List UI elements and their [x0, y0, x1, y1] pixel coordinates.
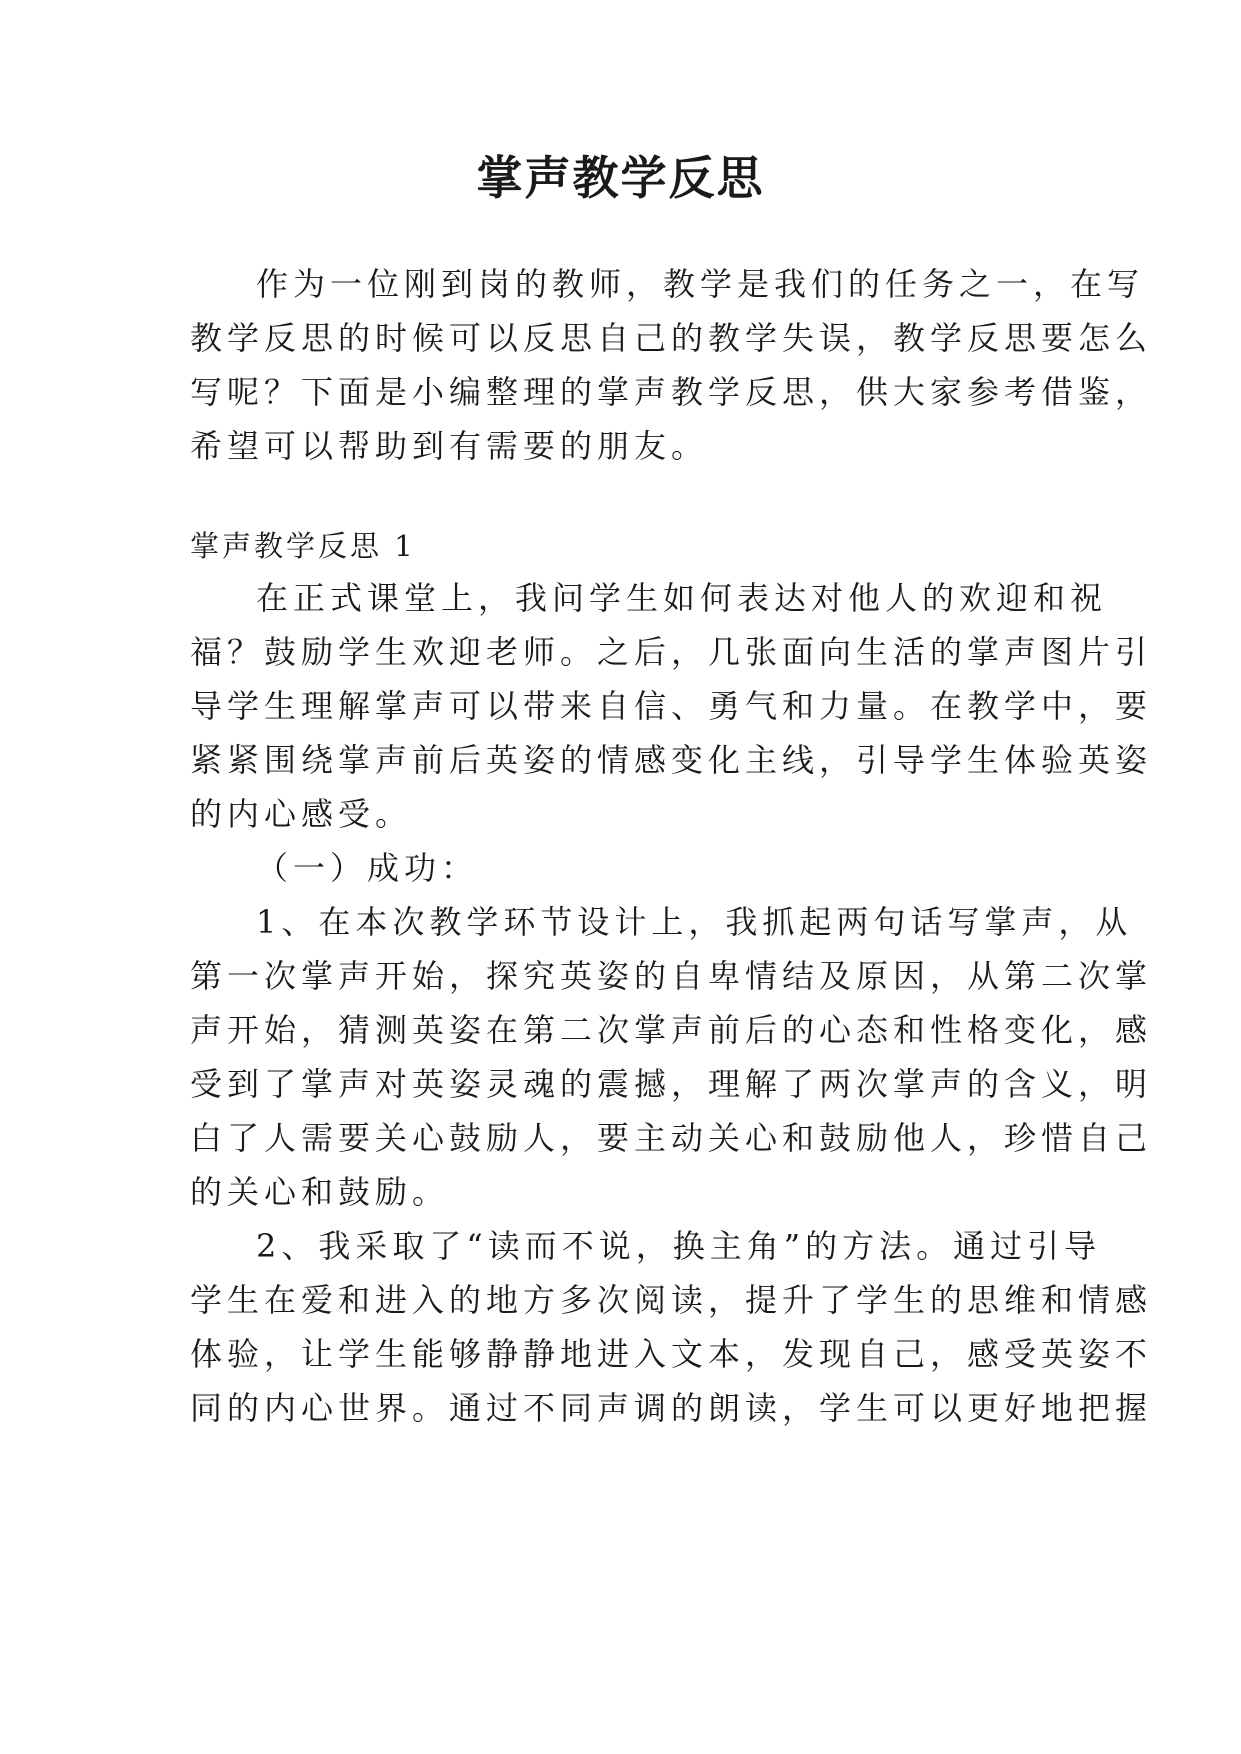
item-line: 第一次掌声开始，探究英姿的自卑情结及原因，从第二次掌 — [190, 957, 1153, 995]
item-line: 学生在爱和进入的地方多次阅读，提升了学生的思维和情感 — [190, 1281, 1153, 1319]
paragraph-line: 导学生理解掌声可以带来自信、勇气和力量。在教学中，要 — [190, 687, 1153, 725]
item-line: 受到了掌声对英姿灵魂的震撼，理解了两次掌声的含义，明 — [190, 1065, 1153, 1103]
item-line: 白了人需要关心鼓励人，要主动关心和鼓励他人，珍惜自己 — [190, 1119, 1153, 1157]
intro-line: 希望可以帮助到有需要的朋友。 — [190, 427, 709, 465]
intro-line: 写呢？下面是小编整理的掌声教学反思，供大家参考借鉴， — [190, 373, 1153, 411]
item-line: 体验，让学生能够静静地进入文本，发现自己，感受英姿不 — [190, 1335, 1153, 1373]
item-line: 1、在本次教学环节设计上，我抓起两句话写掌声，从 — [256, 903, 1133, 941]
paragraph-line: 的内心感受。 — [190, 795, 413, 833]
item-line: 2、我采取了“读而不说，换主角”的方法。通过引导 — [256, 1227, 1102, 1265]
section-heading: 掌声教学反思 1 — [190, 529, 416, 563]
intro-line: 作为一位刚到岗的教师，教学是我们的任务之一，在写 — [256, 265, 1145, 303]
item-line: 声开始，猜测英姿在第二次掌声前后的心态和性格变化，感 — [190, 1011, 1153, 1049]
subsection-heading: （一）成功： — [256, 849, 479, 887]
intro-line: 教学反思的时候可以反思自己的教学失误，教学反思要怎么 — [190, 319, 1153, 357]
paragraph-line: 紧紧围绕掌声前后英姿的情感变化主线，引导学生体验英姿 — [190, 741, 1153, 779]
paragraph-line: 在正式课堂上，我问学生如何表达对他人的欢迎和祝 — [256, 579, 1108, 617]
item-line: 的关心和鼓励。 — [190, 1173, 450, 1211]
item-line: 同的内心世界。通过不同声调的朗读，学生可以更好地把握 — [190, 1389, 1153, 1427]
document-title: 掌声教学反思 — [476, 151, 765, 205]
paragraph-line: 福？鼓励学生欢迎老师。之后，几张面向生活的掌声图片引 — [190, 633, 1153, 671]
